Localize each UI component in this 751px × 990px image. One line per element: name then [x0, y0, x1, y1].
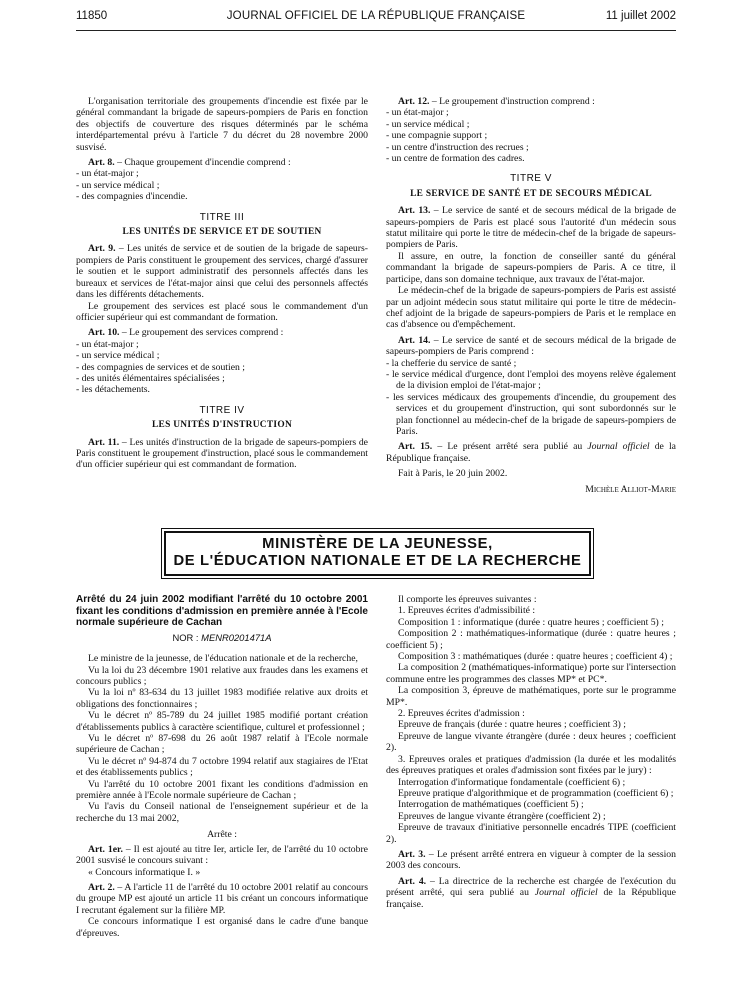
signing-place-date: Fait à Paris, le 20 juin 2002.	[398, 468, 508, 480]
paragraph: Composition 3 : mathématiques (durée : quatre heures ; coefficient 4) ;	[398, 651, 673, 663]
paragraph: Le groupement des services est placé sous le commandement d'un officier supérieur qui est commandant de formation.	[76, 300, 368, 323]
page-header	[76, 10, 676, 28]
paragraph: 3. Epreuves orales et pratiques d'admission (la durée et les modalités des épreuves pratiques et orales d'admission sont fixées par le jury) :	[386, 753, 676, 777]
titre-heading: TITRE V	[510, 173, 552, 185]
paragraph: Composition 1 : informatique (durée : quatre heures ; coefficient 5) ;	[398, 616, 664, 628]
paragraph: L'organisation territoriale des groupements d'incendie est fixée par le général commandant la brigade de sapeurs-pompiers de Paris en fonction des objectifs de couverture des risques déterminés par le schéma interdépartemental prévu à l'article 7 du décret du 28 novembre 2000 susvisé.	[76, 96, 368, 153]
article-2: Art. 2. – A l'article 11 de l'arrêté du 10 octobre 2001 relatif au concours du groupe MP est ajouté un article 11 bis créant un concours informatique I recrutant également sur la filière MP.	[76, 881, 368, 916]
section-heading: LES UNITÉS D'INSTRUCTION	[151, 420, 293, 431]
list-item: - les services médicaux des groupements d'incendie, du groupement des services et du groupement d'instruction, qui sont subordonnés sur le plan fonctionnel au médecin-chef de la brigade de sapeurs-pompiers de Paris.	[386, 392, 676, 438]
paragraph: Epreuve pratique d'algorithmique et de programmation (coefficient 6) ;	[398, 787, 674, 799]
bottom-left-column	[76, 594, 368, 939]
article-10: Art. 10. – Le groupement des services comprend :	[88, 327, 284, 339]
section-heading: LE SERVICE DE SANTÉ ET DE SECOURS MÉDICAL	[410, 188, 652, 199]
list-item: - un service médical ;	[76, 180, 368, 191]
article-9: Art. 9. – Les unités de service et de soutien de la brigade de sapeurs-pompiers de Paris constituent le groupement des services, chargé d'assurer le soutien et le support administratif des personnels affectés dans les bureaux et services de l'état-major ainsi que celui des personnels affectés dans les différents détachements.	[76, 243, 368, 301]
article-4: Art. 4. – La directrice de la recherche est chargée de l'exécution du présent arrêté, qui sera publié au Journal officiel de la République française.	[386, 875, 676, 910]
article-12-list	[386, 107, 676, 164]
paragraph: Le médecin-chef de la brigade de sapeurs-pompiers de Paris est assisté par un adjoint médecin sous statut militaire qui porte le titre de médecin-chef adjoint de la brigade de sapeurs-pompiers de Paris et le remplace en cas d'absence ou d'empêchement.	[386, 285, 676, 331]
paragraph: Vu la loi du 23 décembre 1901 relative aux fraudes dans les examens et concours publics ;	[76, 664, 368, 687]
header-rule	[76, 30, 676, 31]
list-item: - des compagnies de services et de soutien ;	[76, 362, 368, 373]
article-14-list	[386, 358, 676, 438]
paragraph: 1. Epreuves écrites d'admissibilité :	[398, 605, 536, 617]
paragraph: La composition 3, épreuve de mathématiques, porte sur le programme MP*.	[386, 685, 676, 708]
list-item: - un centre d'instruction des recrues ;	[386, 142, 676, 153]
paragraph: Vu le décret nº 87-698 du 26 août 1987 relatif à l'Ecole normale supérieure de Cachan ;	[76, 733, 368, 756]
paragraph: Epreuves de langue vivante étrangère (coefficient 2) ;	[398, 810, 606, 822]
article-1: Art. 1er. – Il est ajouté au titre Ier, article Ier, de l'arrêté du 10 octobre 2001 susvisé le concours suivant :	[76, 843, 368, 867]
ministry-line-1: MINISTÈRE DE LA JEUNESSE,	[262, 536, 493, 552]
titre-heading: TITRE III	[199, 211, 245, 223]
paragraph: Vu la loi nº 83-634 du 13 juillet 1983 modifiée relative aux droits et obligations des fonctionnaires ;	[76, 687, 368, 710]
paragraph: Composition 2 : mathématiques-informatique (durée : quatre heures ; coefficient 5) ;	[386, 628, 676, 651]
list-item: - une compagnie support ;	[386, 130, 676, 141]
page-number: 11850	[76, 10, 108, 22]
article-8-list	[76, 168, 368, 202]
signature: Michèle Alliot-Marie	[585, 483, 676, 495]
list-item: - le service médical d'urgence, dont l'emploi des moyens relève également de la division emploi de l'état-major ;	[386, 369, 676, 392]
list-item: - les détachements.	[76, 384, 368, 395]
article-15: Art. 15. – Le présent arrêté sera publié au Journal officiel de la République française.	[386, 441, 676, 464]
article-3: Art. 3. – Le présent arrêté entrera en vigueur à compter de la session 2003 des concours.	[386, 848, 676, 872]
paragraph: Vu le décret nº 94-874 du 7 octobre 1994 relatif aux stagiaires de l'Etat et des établissements publics ;	[76, 755, 368, 779]
ministry-heading-box	[164, 531, 591, 576]
paragraph: 2. Epreuves écrites d'admission :	[398, 708, 525, 720]
paragraph: Interrogation de mathématiques (coefficient 5) ;	[398, 799, 584, 811]
article-8: Art. 8. – Chaque groupement d'incendie comprend :	[88, 157, 291, 169]
paragraph: « Concours informatique I. »	[88, 866, 201, 878]
paragraph: Vu le décret nº 85-789 du 24 juillet 1985 modifié portant création d'établissements publics à caractère scientifique, culturel et professionnel ;	[76, 710, 368, 733]
decree-title: Arrêté du 24 juin 2002 modifiant l'arrêté du 10 octobre 2001 fixant les conditions d'admission en première année à l'Ecole normale supérieure de Cachan	[76, 594, 368, 629]
list-item: - un état-major ;	[76, 168, 368, 179]
arrete-heading: Arrête :	[207, 829, 237, 841]
article-10-list	[76, 339, 368, 396]
list-item: - un service médical ;	[76, 350, 368, 361]
article-14: Art. 14. – Le service de santé et de secours médical de la brigade de sapeurs-pompiers de Paris comprend :	[386, 334, 676, 358]
top-right-column	[386, 96, 676, 495]
titre-heading: TITRE IV	[199, 404, 245, 416]
top-left-column	[76, 96, 368, 471]
paragraph: Vu l'avis du Conseil national de l'enseignement supérieur et de la recherche du 13 mai 2002,	[76, 801, 368, 824]
issue-date: 11 juillet 2002	[605, 10, 676, 22]
paragraph: Epreuve de langue vivante étrangère (durée : deux heures ; coefficient 2).	[386, 730, 676, 754]
list-item: - des unités élémentaires spécialisées ;	[76, 373, 368, 384]
nor-reference: NOR : MENR0201471A	[172, 631, 272, 643]
paragraph: Epreuve de français (durée : quatre heures ; coefficient 3) ;	[398, 719, 626, 731]
paragraph: Il assure, en outre, la fonction de conseiller santé du général commandant la brigade de sapeurs-pompiers de Paris. A ce titre, il participe, dans son domaine technique, aux travaux de l'état-major.	[386, 250, 676, 285]
article-11: Art. 11. – Les unités d'instruction de la brigade de sapeurs-pompiers de Paris constituent le groupement d'instruction, placé sous le commandement d'un officier supérieur qui est commandant de formation.	[76, 436, 368, 471]
list-item: - un état-major ;	[76, 339, 368, 350]
list-item: - un centre de formation des cadres.	[386, 153, 676, 164]
list-item: - un état-major ;	[386, 107, 676, 118]
paragraph: Ce concours informatique I est organisé dans le cadre d'une banque d'épreuves.	[76, 916, 368, 939]
paragraph: La composition 2 (mathématiques-informatique) porte sur l'intersection commune entre les programmes des classes MP* et PC*.	[386, 662, 676, 685]
article-12: Art. 12. – Le groupement d'instruction comprend :	[398, 96, 595, 107]
paragraph: Interrogation d'informatique fondamentale (coefficient 6) ;	[398, 776, 626, 788]
bottom-right-column	[386, 594, 676, 910]
paragraph: Vu l'arrêté du 10 octobre 2001 fixant les conditions d'admission en première année à l'Ecole normale supérieure de Cachan ;	[76, 778, 368, 802]
paragraph: Epreuve de travaux d'initiative personnelle encadrés TIPE (coefficient 2).	[386, 822, 676, 845]
list-item: - des compagnies d'incendie.	[76, 191, 368, 202]
list-item: - un service médical ;	[386, 119, 676, 130]
ministry-line-2: DE L'ÉDUCATION NATIONALE ET DE LA RECHERCHE	[173, 553, 582, 569]
journal-title: JOURNAL OFFICIEL DE LA RÉPUBLIQUE FRANÇAISE	[226, 10, 526, 22]
paragraph: Il comporte les épreuves suivantes :	[398, 594, 537, 605]
article-13: Art. 13. – Le service de santé et de secours médical de la brigade de sapeurs-pompiers de Paris est placé sous l'autorité d'un médecin sous statut militaire qui porte le titre de médecin-chef de la brigade de sapeurs-pompiers de Paris.	[386, 205, 676, 251]
list-item: - la chefferie du service de santé ;	[386, 358, 676, 369]
paragraph: Le ministre de la jeunesse, de l'éducation nationale et de la recherche,	[88, 653, 358, 665]
section-heading: LES UNITÉS DE SERVICE ET DE SOUTIEN	[122, 227, 322, 238]
